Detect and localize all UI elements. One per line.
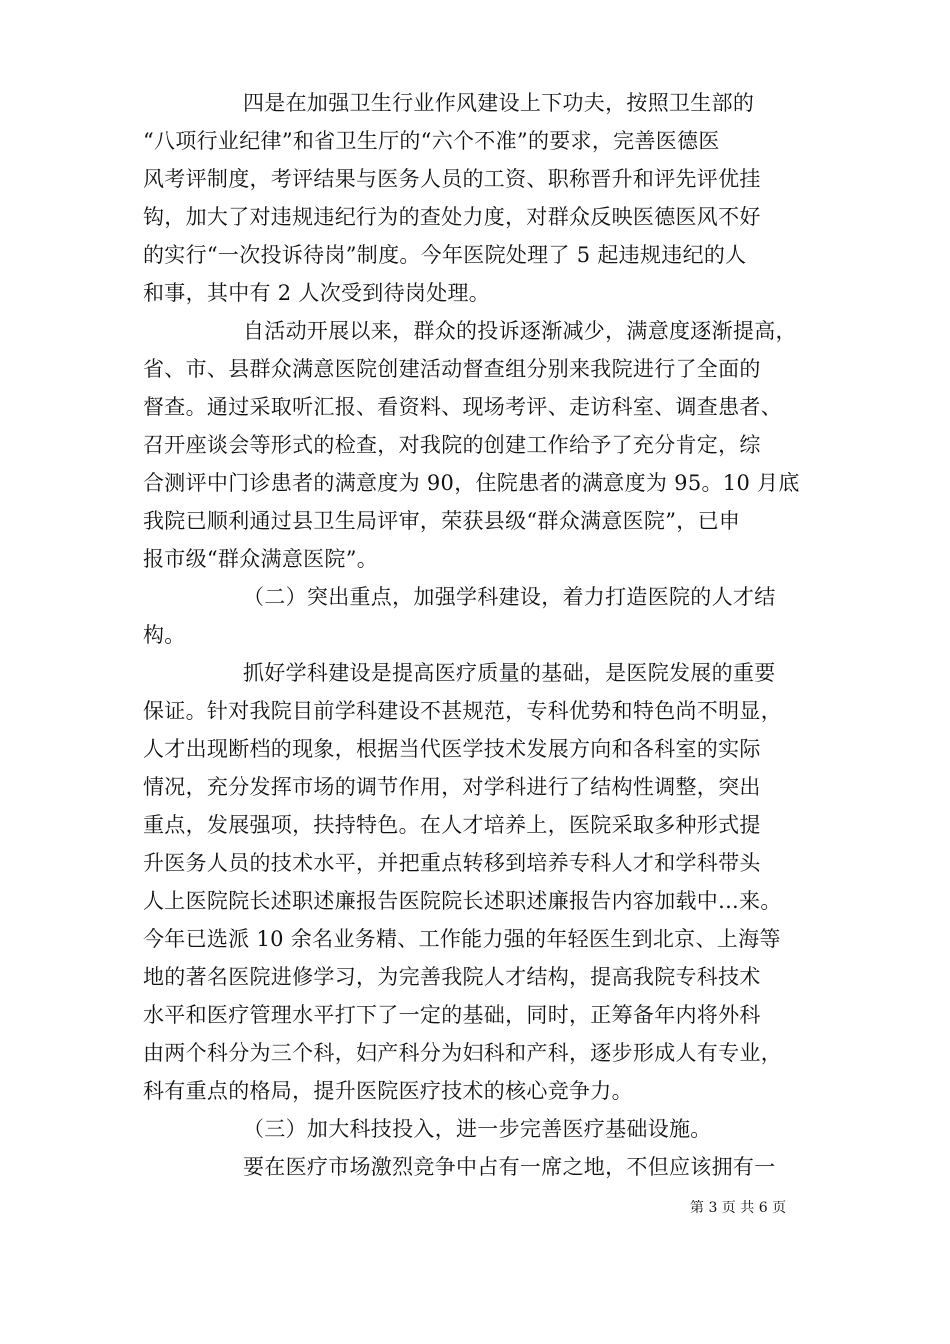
paragraph-line: 钩，加大了对违规违纪行为的查处力度，对群众反映医德医风不好 (143, 205, 761, 229)
paragraph-line: 今年已选派 10 余名业务精、工作能力强的年轻医生到北京、上海等 (143, 927, 781, 951)
paragraph-line: 我院已顺利通过县卫生局评审，荣获县级“群众满意医院”，已申 (143, 509, 741, 533)
paragraph-line: 抓好学科建设是提高医疗质量的基础，是医院发展的重要 (243, 661, 776, 685)
paragraph-line: 情况，充分发挥市场的调节作用，对学科进行了结构性调整，突出 (143, 775, 761, 799)
paragraph-line: 要在医疗市场激烈竞争中占有一席之地，不但应该拥有一 (243, 1155, 776, 1179)
paragraph-line: 合测评中门诊患者的满意度为 90，住院患者的满意度为 95。10 月底 (143, 471, 800, 495)
page-number-footer: 第 3 页 共 6 页 (690, 1200, 787, 1216)
section-heading: 构。 (143, 623, 186, 647)
paragraph-line: 省、市、县群众满意医院创建活动督查组分别来我院进行了全面的 (143, 357, 761, 381)
paragraph-line: 自活动开展以来，群众的投诉逐渐减少，满意度逐渐提高， (243, 319, 797, 343)
paragraph-line: 的实行“一次投诉待岗”制度。今年医院处理了 5 起违规违纪的人 (143, 243, 747, 267)
paragraph-line: 地的著名医院进修学习，为完善我院人才结构，提高我院专科技术 (143, 965, 761, 989)
paragraph-line: 由两个科分为三个科，妇产科分为妇科和产科，逐步形成人有专业， (143, 1041, 782, 1065)
paragraph-line: “八项行业纪律”和省卫生厅的“六个不准”的要求，完善医德医 (143, 129, 720, 153)
paragraph-line: 保证。针对我院目前学科建设不甚规范，专科优势和特色尚不明显， (143, 699, 782, 723)
paragraph-line: 四是在加强卫生行业作风建设上下功夫，按照卫生部的 (243, 91, 755, 115)
section-heading: （二）突出重点，加强学科建设，着力打造医院的人才结 (243, 585, 776, 609)
paragraph-line: 督查。通过采取听汇报、看资料、现场考评、走访科室、调查患者、 (143, 395, 782, 419)
paragraph-line: 升医务人员的技术水平，并把重点转移到培养专科人才和学科带头 (143, 851, 761, 875)
paragraph-line: 人上医院院长述职述廉报告医院院长述职述廉报告内容加载中...来。 (143, 889, 782, 913)
paragraph-line: 召开座谈会等形式的检查，对我院的创建工作给予了充分肯定，综 (143, 433, 761, 457)
paragraph-line: 科有重点的格局，提升医院医疗技术的核心竞争力。 (143, 1079, 633, 1103)
paragraph-line: 风考评制度，考评结果与医务人员的工资、职称晋升和评先评优挂 (143, 167, 761, 191)
paragraph-line: 和事，其中有 2 人次受到待岗处理。 (143, 281, 491, 305)
paragraph-line: 水平和医疗管理水平打下了一定的基础，同时，正筹备年内将外科 (143, 1003, 761, 1027)
paragraph-line: 报市级“群众满意医院”。 (143, 547, 379, 571)
paragraph-line: 重点，发展强项，扶持特色。在人才培养上，医院采取多种形式提 (143, 813, 761, 837)
section-heading: （三）加大科技投入，进一步完善医疗基础设施。 (243, 1117, 712, 1141)
paragraph-line: 人才出现断档的现象，根据当代医学技术发展方向和各科室的实际 (143, 737, 761, 761)
